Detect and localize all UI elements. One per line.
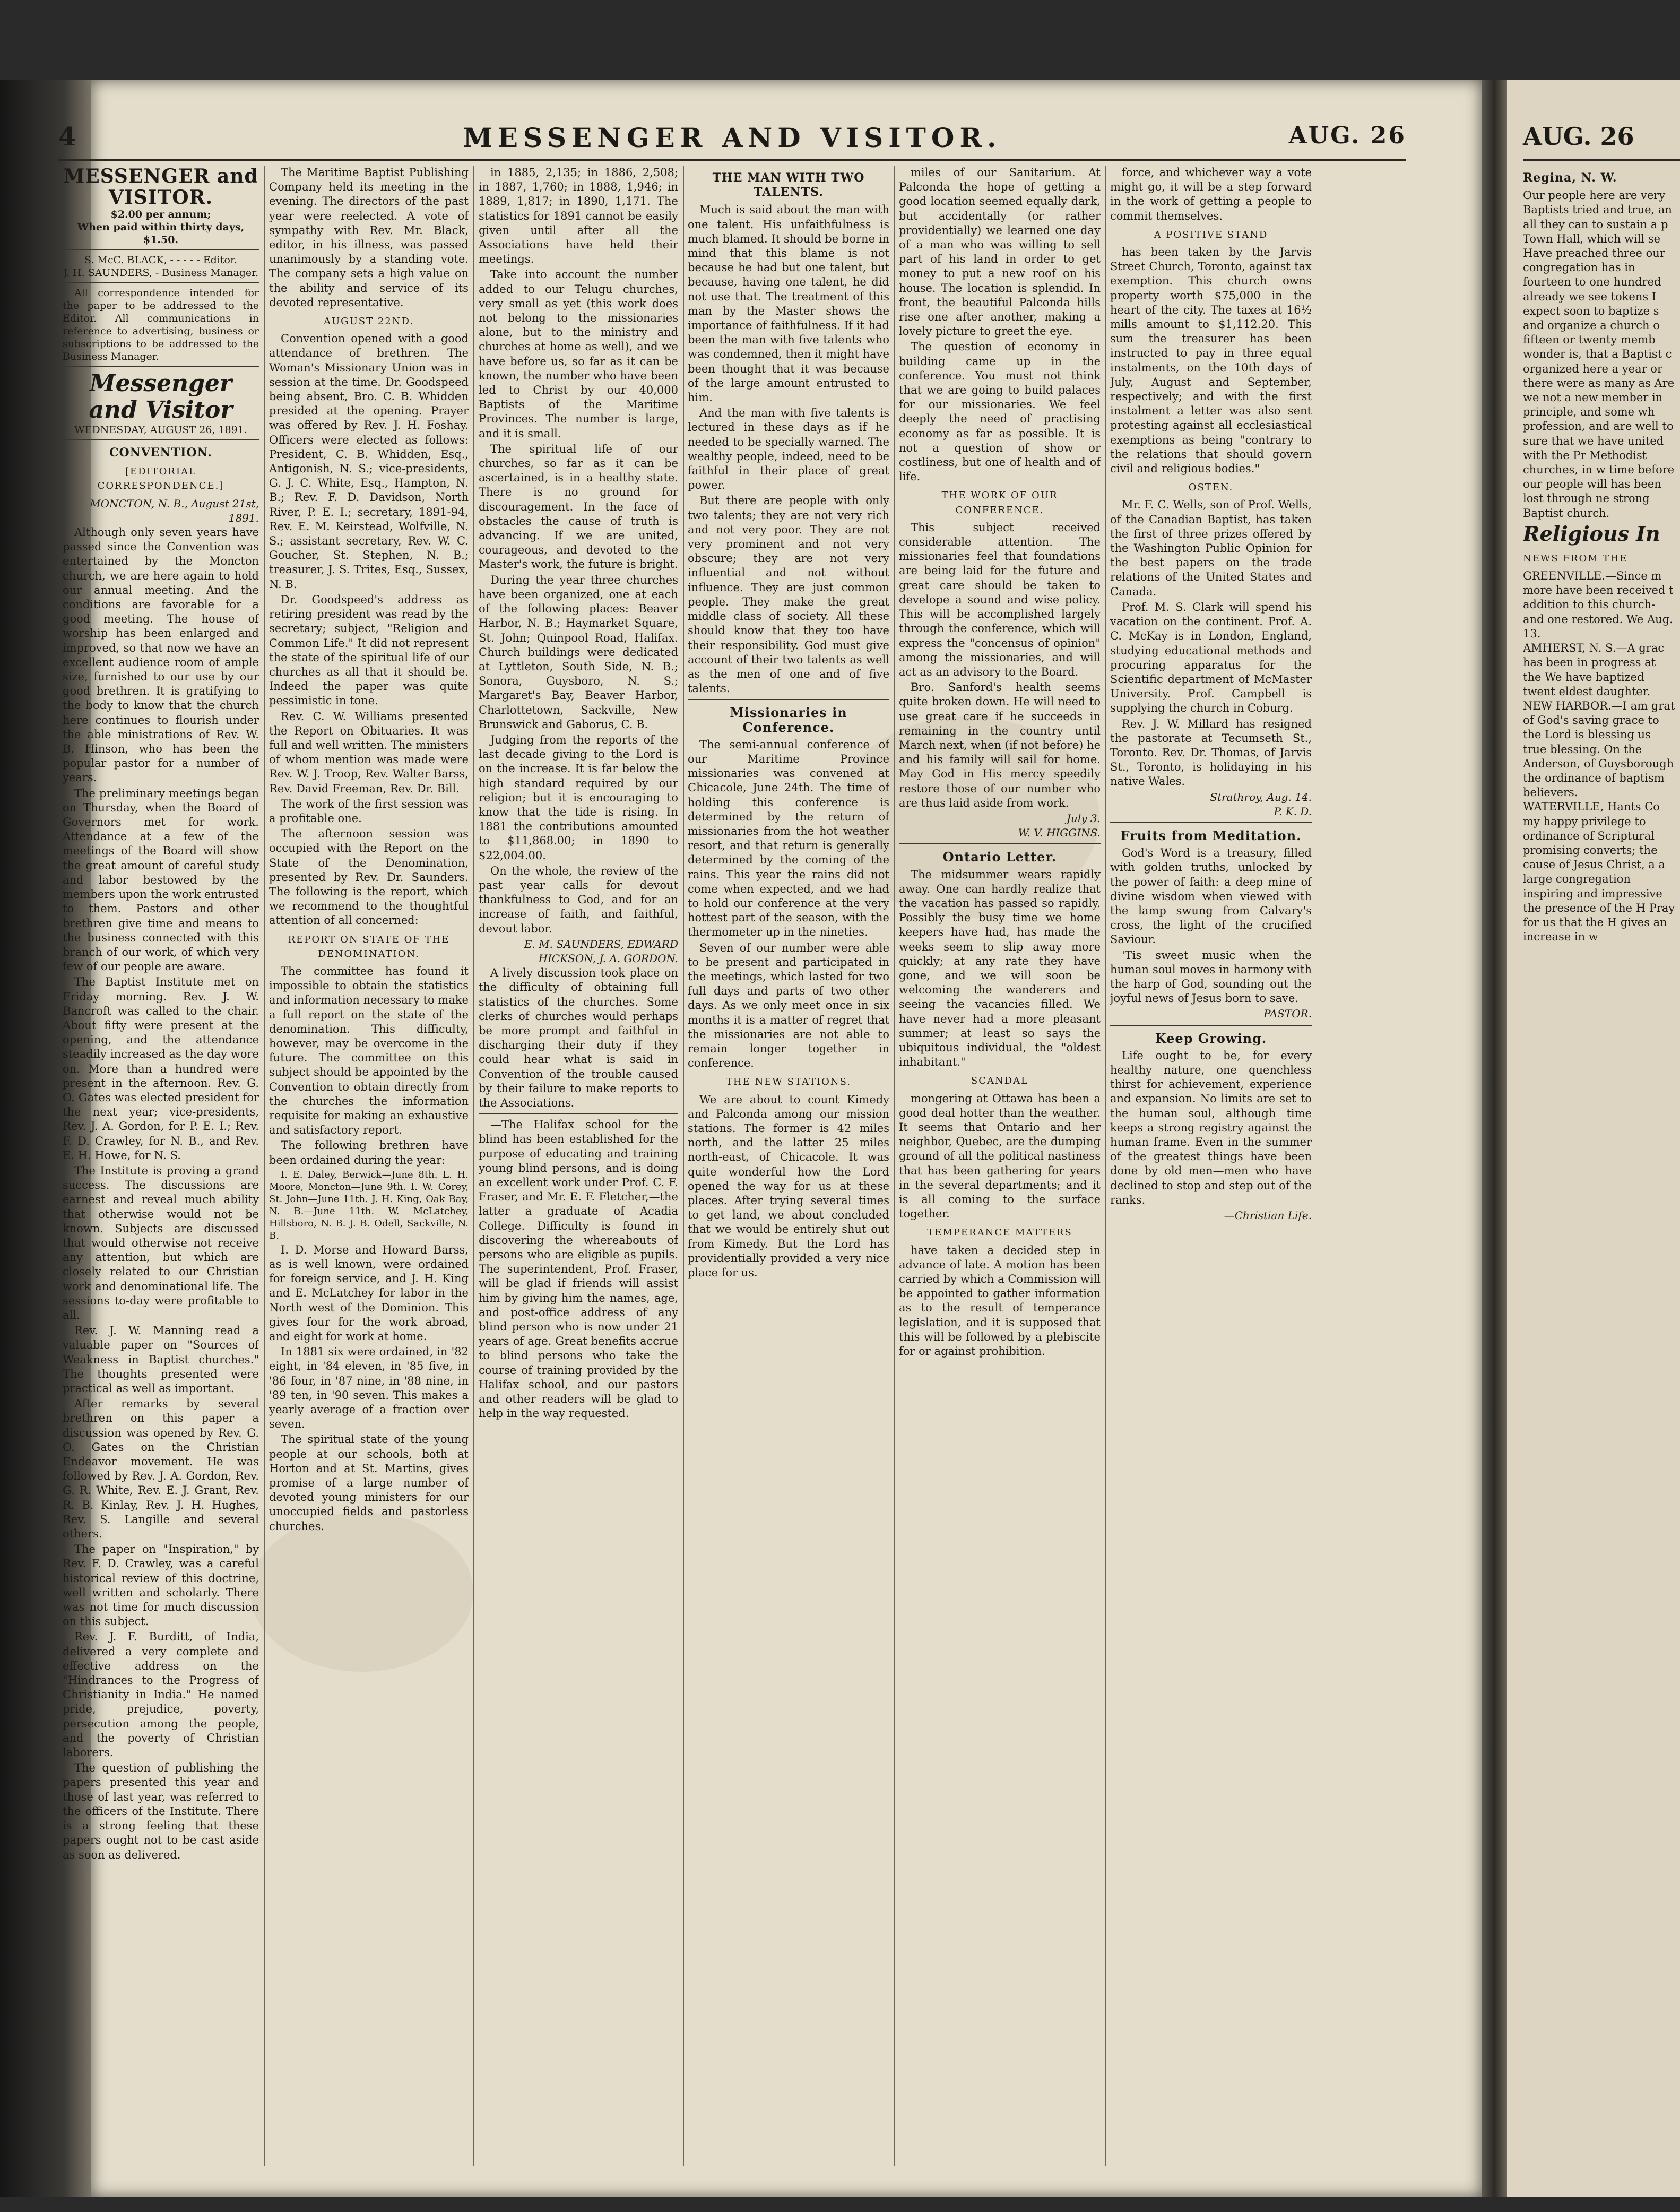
paragraph: Seven of our number were able to be present and participated in the meetings, which lasted for two full days and parts of two other days. As we only meet once in six months it is a matter of regret that the missionaries are not able to remain longer together in conference. xyxy=(688,941,889,1070)
section-subheading: THE WORK OF OUR CONFERENCE. xyxy=(941,490,1058,516)
letter-date: Strathroy, Aug. 14. xyxy=(1210,790,1312,803)
divider xyxy=(479,1113,678,1114)
paragraph: The semi-annual conference of our Maritime Province missionaries was convened at Chicacole, June 24th. The time of holding this conference is determined by the return of missionaries from the hot weather resort, and that return is generally determined by the coming of the rains. This year the rains did not come when expected, and we had to hold our conference at the very hottest part of the season, with the thermometer up in the nineties. xyxy=(688,738,889,939)
divider xyxy=(63,439,259,440)
paragraph: The paper on "Inspiration," by Rev. F. D. Crawley, was a careful historical review of this doctrine, well written and scholarly. There was not time for much discussion on this subject. xyxy=(63,1543,259,1628)
paragraph: Rev. J. W. Millard has resigned the pastorate at Tecumseth St., Toronto. Rev. Dr. Thomas, of Jarvis St., Toronto, is holidaying in his native Wales. xyxy=(1110,717,1312,788)
divider xyxy=(63,249,259,250)
paragraph: Rev. J. F. Burditt, of India, delivered a very complete and effective address on the "Hindrances to the Progress of Christianity in India." He named pride, prejudice, poverty, persecution among the people, and the poverty of Christian laborers. xyxy=(63,1630,259,1759)
section-subheading: THE NEW STATIONS. xyxy=(725,1076,852,1088)
divider xyxy=(1110,1025,1312,1026)
paragraph: The Institute is proving a grand success. The discussions are earnest and reveal much ability that otherwise would not be known. Subjects are discussed that would otherwise not receive any attention, but which are closely related to our Christian work and denominational life. The sessions to-day were profitable to all. xyxy=(63,1164,259,1321)
column-5 xyxy=(899,166,1101,2172)
page-number: 4 xyxy=(58,122,76,152)
paragraph: has been taken by the Jarvis Street Church, Toronto, against tax exemption. This church owns property worth $75,000 in the heart of the city. The taxes at 16½ mills amount to $1,112.20. This sum the treasurer has been instructed to pay in three equal instalments, on the 10th days of July, August and September, respectively; and with the first instalment a letter was also sent protesting against all ecclesiastical exemptions as being "contrary to the relations that should govern civil and religious bodies." xyxy=(1110,246,1312,476)
paragraph: Rev. J. W. Manning read a valuable paper on "Sources of Weakness in Baptist churches." The thoughts presented were practical as well as important. xyxy=(63,1324,259,1395)
ordination-list: I. E. Daley, Berwick—June 8th. L. H. Moore, Moncton—June 9th. I. W. Corey, St. John—June 11th. J. H. King, Oak Bay, N. B.—June 11th. W. McLatchey, Hillsboro, N. B. J. B. Odell, Sackville, N. B. xyxy=(269,1169,469,1241)
paragraph: WATERVILLE, Hants Co my happy privilege to ordinance of Scriptural promising converts; the cause of Jesus Christ, a a large congregation inspiring and impressive the presence of the H Pray for us that the H gives an increase in w xyxy=(1523,800,1675,944)
paragraph: But there are people with only two talents; they are not very rich and not very poor. They are not very prominent and not very obscure; they are not very influential and not without influence. They are just common people. They make the great middle class of society. All these should know that they too have their responsibility. God must give account of their two talents as well as the men of one and of five talents. xyxy=(688,494,889,695)
paragraph: During the year three churches have been organized, one at each of the following places: Beaver Harbor, N. B.; Haymarket Square, St. John; Quinpool Road, Halifax. Church buildings were dedicated at Lyttleton, South Side, N. B.; Sonora, Guysboro, N. S.; Margaret's Bay, Beaver Harbor, Charlottetown, Sackville, New Brunswick and Gaborus, C. B. xyxy=(479,573,678,731)
section-subheading: TEMPERANCE MATTERS xyxy=(927,1227,1072,1239)
column-2 xyxy=(269,166,469,2172)
column-4 xyxy=(688,166,889,2172)
article-heading: Regina, N. W. xyxy=(1523,171,1617,185)
paragraph: in 1885, 2,135; in 1886, 2,508; in 1887, 1,760; in 1888, 1,946; in 1889, 1,817; in 1890, 1,171. The statistics for 1891 cannot be easily given until after all the Associations have held their meetings. xyxy=(479,166,678,266)
paragraph: —The Halifax school for the blind has been established for the purpose of educating and training young blind persons, and is doing an excellent work under Prof. C. F. Fraser, and Mr. E. F. Fletcher,—the latter a graduate of Acadia College. Difficulty is found in discovering the whereabouts of persons who are eligible as pupils. The superintendent, Prof. Fraser, will be glad if friends will assist him by giving him the names, age, and post-office address of any blind person who is now under 21 years of age. Great benefits accrue to blind persons who take the course of training provided by the Halifax school, and our pastors and other readers will be glad to help in the way requested. xyxy=(479,1118,678,1420)
article-heading: Missionaries in Conference. xyxy=(730,705,847,735)
section-subheading: OSTEN. xyxy=(1188,482,1234,494)
divider xyxy=(899,843,1101,844)
dateline: WEDNESDAY, AUGUST 26, 1891. xyxy=(74,424,247,436)
article-heading: Ontario Letter. xyxy=(942,849,1057,865)
paragraph: Bro. Sanford's health seems quite broken down. He will need to use great care if he succeeds in remaining in the country until March next, when (if not before) he and his family will sail for home. May God in His mercy speedily restore those of our number who are thus laid aside from work. xyxy=(899,681,1101,809)
section-subheading: SCANDAL xyxy=(971,1075,1029,1087)
masthead xyxy=(58,122,1406,154)
column-rule xyxy=(473,166,474,2166)
paragraph: We are about to count Kimedy and Palconda among our mission stations. The former is 42 miles north, and the latter 25 miles north-east, of Chicacole. It was quite wonderful how the Lord opened the way for us at these places. After trying several times to get land, we about concluded that we would be entirely shut out from Kimedy. But the Lord has providentially provided a very nice place for us. xyxy=(688,1093,889,1280)
masthead-date: AUG. 26 xyxy=(1288,122,1406,149)
masthead-title: MESSENGER AND VISITOR. xyxy=(463,122,1002,153)
price-note: When paid within thirty days, $1.50. xyxy=(77,221,245,246)
paragraph: mongering at Ottawa has been a good deal hotter than the weather. It seems that Ontario and her neighbor, Quebec, are the dumping ground of all the political nastiness that has been gathering for years in the several departments; and it is all coming to the surface together. xyxy=(899,1092,1101,1221)
adjacent-page-column xyxy=(1523,166,1677,2172)
paper-name: MESSENGER and VISITOR. xyxy=(63,166,258,209)
paragraph: I. D. Morse and Howard Barss, as is well known, were ordained for foreign service, and J. H. King and E. McLatchey for labor in the North west of the Dominion. This gives four for the work abroad, and eight for work at home. xyxy=(269,1243,469,1343)
paragraph: Take into account the number added to our Telugu churches, very small as yet (this work does not belong to the missionaries alone, but to the ministry and churches at home as well), and we have before us, so far as it can be known, the number who have been led to Christ by our 40,000 Baptists of the Maritime Provinces. The number is large, and it is small. xyxy=(479,268,678,440)
page-gutter xyxy=(1482,80,1507,2197)
paragraph: The afternoon session was occupied with the Report on the State of the Denomination, presented by Rev. Dr. Saunders. The following is the report, which we recommend to the thoughtful attention of all concerned: xyxy=(269,827,469,927)
paragraph: After remarks by several brethren on this paper a discussion was opened by Rev. G. O. Gates on the Christian Endeavor movement. He was followed by Rev. J. A. Gordon, Rev. G. R. White, Rev. E. J. Grant, Rev. R. B. Kinlay, Rev. J. H. Hughes, Rev. S. Langille and several others. xyxy=(63,1397,259,1541)
manager-line: J. H. SAUNDERS, - Business Manager. xyxy=(63,267,259,279)
paragraph: The work of the first session was a profitable one. xyxy=(269,797,469,825)
article-heading: Fruits from Meditation. xyxy=(1120,827,1302,843)
paragraph: A lively discussion took place on the difficulty of obtaining full statistics of the churches. Some clerks of churches would perhaps be more prompt and faithful in discharging their duty if they could hear what is said in Convention of the trouble caused by their failure to make reports to the Associations. xyxy=(479,966,678,1109)
editor-line: S. McC. BLACK, - - - - - Editor. xyxy=(84,254,238,266)
paragraph: In 1881 six were ordained, in '82 eight, in '84 eleven, in '85 five, in '86 four, in '87 nine, in '88 nine, in '89 ten, in '90 seven. This makes a yearly average of a fraction over seven. xyxy=(269,1345,469,1431)
adjacent-page-date: AUG. 26 xyxy=(1523,122,1634,151)
column-rule xyxy=(894,166,895,2166)
paragraph: The committee has found it impossible to obtain the statistics and information necessary to make a full report on the state of the denomination. This difficulty, however, may be overcome in the future. The committee on this subject should be appointed by the Convention to obtain directly from the churches the information requisite for making an exhaustive and satisfactory report. xyxy=(269,964,469,1137)
paragraph: have taken a decided step in advance of late. A motion has been carried by which a Commission will be appointed to gather information as to the result of temperance legislation, and it is supposed that this will be followed by a plebiscite for or against prohibition. xyxy=(899,1243,1101,1358)
paragraph: GREENVILLE.—Since m more have been received t addition to this church- and one restored. We Aug. 13. xyxy=(1523,569,1674,640)
report-heading: REPORT ON STATE OF THE DENOMINATION. xyxy=(288,934,450,960)
report-signatures: E. M. SAUNDERS, EDWARD HICKSON, J. A. GORDON. xyxy=(524,937,678,965)
paragraph: The midsummer wears rapidly away. One can hardly realize that the vacation has passed so rapidly. Possibly the busy time we home keepers have had, has made the weeks seem to slip away more quickly; at any rate they have gone, and we will soon be welcoming the wanderers and seeing the vacancies filled. We have never had a more pleasant summer; at least so says the ubiquitous individual, the "oldest inhabitant." xyxy=(899,868,1101,1069)
paragraph: Our people here are very Baptists tried and true, an all they can to sustain a p Town Hall, which will se xyxy=(1523,189,1672,245)
paragraph: Dr. Goodspeed's address as retiring president was read by the secretary; subject, "Religion and Common Life." It did not represent the state of the spiritual life of our churches as all that it should be. Indeed the paper was quite pessimistic in tone. xyxy=(269,593,469,707)
article-credit: —Christian Life. xyxy=(1224,1209,1312,1222)
column-1 xyxy=(63,166,259,2172)
paragraph: Life ought to be, for every healthy nature, one quenchless thirst for achievement, experience and expansion. No limits are set to the human soul, although time keeps a strong registry against the human frame. Even in the summer of the greatest things have been done by old men—men who have declined to stop and step out of the ranks. xyxy=(1110,1049,1312,1206)
divider xyxy=(688,699,889,700)
paper-logo: Messenger and Visitor xyxy=(89,370,233,424)
column-3 xyxy=(479,166,678,2172)
paragraph: The Baptist Institute met on Friday morning. Rev. J. W. Bancroft was called to the chair. About fifty were present at the opening, and the attendance steadily increased as the day wore on. More than a hundred were present in the afternoon. Rev. G. O. Gates was elected president for the next year; vice-presidents, Rev. J. A. Gordon, for P. E. I.; Rev. F. D. Crawley, for N. B., and Rev. E. H. Howe, for N. S. xyxy=(63,975,259,1162)
article-place: MONCTON, N. B., August 21st, 1891. xyxy=(90,497,259,524)
section-logo: Religious In xyxy=(1523,521,1660,546)
divider xyxy=(63,366,259,367)
column-6 xyxy=(1110,166,1312,2172)
divider xyxy=(1110,822,1312,823)
price: $2.00 per annum; xyxy=(110,209,211,220)
paragraph: The following brethren have been ordained during the year: xyxy=(269,1139,469,1167)
paragraph: force, and whichever way a vote might go, it will be a step forward in the work of getting a people to commit themselves. xyxy=(1110,166,1312,222)
paragraph: The preliminary meetings began on Thursday, when the Board of Governors met for work. Attendance at a few of the meetings of the Board will show the great amount of careful study and labor bestowed by the members upon the work entrusted to them. Pastors and other brethren give time and means to the business connected with this branch of our work, of which very few of our people are aware. xyxy=(63,787,259,973)
article-heading: Keep Growing. xyxy=(1155,1030,1267,1046)
section-subheading: NEWS FROM THE xyxy=(1523,552,1628,564)
column-rule xyxy=(264,166,265,2166)
divider xyxy=(63,282,259,283)
article-heading: CONVENTION. xyxy=(109,446,212,460)
correspondence-note: All correspondence intended for the paper to be addressed to the Editor. All communications in reference to advertising, business or subscriptions to be addressed to the Business Manager. xyxy=(63,287,259,362)
section-subheading: A POSITIVE STAND xyxy=(1154,229,1268,240)
letter-signature: P. K. D. xyxy=(1274,805,1312,818)
paragraph: AMHERST, N. S.—A grac has been in progress at the We have baptized twent eldest daughter. xyxy=(1523,642,1665,698)
paragraph: 'Tis sweet music when the human soul moves in harmony with the harp of God, sounding out the joyful news of Jesus born to save. xyxy=(1110,948,1312,1005)
paragraph: Although only seven years have passed since the Convention was entertained by the Moncton church, we are here again to hold our annual meeting. And the conditions are favorable for a good meeting. The house of worship has been enlarged and improved, so that now we have an excellent audience room of ample size, furnished to our use by our good brethren. It is gratifying to the body to know that the church here continues to flourish under the able ministrations of Rev. W. B. Hinson, who has been the popular pastor for a number of years. xyxy=(63,526,259,784)
paragraph: Mr. F. C. Wells, son of Prof. Wells, of the Canadian Baptist, has taken the first of three prizes offered by the Washington Public Opinion for the best papers on the trade relations of the United States and Canada. xyxy=(1110,498,1312,598)
paragraph: God's Word is a treasury, filled with golden truths, unlocked by the power of faith: a deep mine of divine wisdom when viewed with the lamp swung from Calvary's cross, the light of the crucified Saviour. xyxy=(1110,846,1312,946)
adjacent-page-rule xyxy=(1523,159,1680,161)
paragraph: miles of our Sanitarium. At Palconda the hope of getting a good location seemed equally dark, but accidentally (or rather providentially) we learned one day of a man who was willing to sell part of his land in order to get money to put a new roof on his house. The location is splendid. In front, the beautiful Palconda hills rise one after another, making a lovely picture to greet the eye. xyxy=(899,166,1101,338)
column-rule xyxy=(683,166,684,2166)
masthead-rule xyxy=(58,159,1406,161)
paragraph: Have preached three our congregation has in fourteen to one hundred already we see tokens I expect soon to baptize s and organize a church o fifteen or twenty memb wonder is, that a Baptist c organized here a year or there were as many as Are we not a new member in principle, and some wh profession, and are well to sure that we have united with the Pr Methodist churches, in w time before our people will has been lost through ne strong Baptist church. xyxy=(1523,247,1675,520)
paragraph: On the whole, the review of the past year calls for devout thankfulness to God, and for an increase of faith, and faithful, devout labor. xyxy=(479,864,678,935)
paragraph: Prof. M. S. Clark will spend his vacation on the continent. Prof. A. C. McKay is in London, England, studying educational methods and procuring apparatus for the Scientific department of McMaster University. Prof. Campbell is supplying the church in Coburg. xyxy=(1110,600,1312,715)
paragraph: Much is said about the man with one talent. His unfaithfulness is much blamed. It should be borne in mind that this blame is not because he had but one talent, but because, having one talent, he did not use that. The treatment of this man by the Master shows the importance of faithfulness. If it had been the man with five talents who was condemned, then it might have been thought that it was because of the large amount entrusted to him. xyxy=(688,203,889,404)
paragraph: The spiritual state of the young people at our schools, both at Horton and at St. Martins, gives promise of a large number of devoted young ministers for our unoccupied fields and pastorless churches. xyxy=(269,1433,469,1533)
paragraph: This subject received considerable attention. The missionaries feel that foundations are being laid for the future and great care should be taken to develope a sound and wise policy. This will be accomplished largely through the conference, which will express the "concensus of opinion" among the missionaries, and will act as an advisory to the Board. xyxy=(899,521,1101,678)
article-heading: THE MAN WITH TWO TALENTS. xyxy=(712,171,865,200)
paragraph: Judging from the reports of the last decade giving to the Lord is on the increase. It is far below the high standard required by our religion; but it is encouraging to know that the tide is rising. In 1881 the contributions amounted to $11,868.00; in 1890 to $22,004.00. xyxy=(479,733,678,862)
column-rule xyxy=(1105,166,1106,2166)
letter-date: July 3. xyxy=(1066,811,1101,825)
letter-signature: W. V. HIGGINS. xyxy=(1018,826,1101,840)
paragraph: The Maritime Baptist Publishing Company held its meeting in the evening. The directors of the past year were reelected. A vote of sympathy with Rev. Mr. Black, editor, in his illness, was passed unanimously by a standing vote. The company sets a high value on the ability and service of its devoted representative. xyxy=(269,166,469,309)
article-signature: PASTOR. xyxy=(1263,1007,1312,1021)
paragraph: And the man with five talents is lectured in these days as if he needed to be specially warned. The wealthy people, indeed, need to be faithful in their place of great power. xyxy=(688,407,889,492)
article-subheading: [EDITORIAL CORRESPONDENCE.] xyxy=(97,466,224,492)
paragraph: The question of publishing the papers presented this year and those of last year, was referred to the officers of the Institute. There is a strong feeling that these papers ought not to be cast aside as soon as delivered. xyxy=(63,1761,259,1861)
date-heading: AUGUST 22ND. xyxy=(324,316,414,327)
paragraph: The question of economy in building came up in the conference. You must not think that we are going to build palaces for our missionaries. We feel deeply the need of practising economy as far as possible. It is not a question of show or costliness, but one of health and of life. xyxy=(899,340,1101,483)
paragraph: NEW HARBOR.—I am grat of God's saving grace to the Lord is blessing us true blessing. On the Anderson, of Guysborough the ordinance of baptism believers. xyxy=(1523,699,1675,799)
paragraph: Rev. C. W. Williams presented the Report on Obituaries. It was full and well written. The ministers of whom mention was made were Rev. W. J. Troop, Rev. Walter Barss, Rev. David Freeman, Rev. Dr. Bill. xyxy=(269,710,469,795)
paragraph: The spiritual life of our churches, so far as it can be ascertained, is in a healthy state. There is no ground for discouragement. In the face of obstacles the cause of truth is advancing. If we are united, courageous, and devoted to the Master's work, the future is bright. xyxy=(479,442,678,571)
paragraph: Convention opened with a good attendance of brethren. The Woman's Missionary Union was in session at the time. Dr. Goodspeed being absent, Bro. C. B. Whidden presided at the opening. Prayer was offered by Rev. J. H. Foshay. Officers were elected as follows: President, C. B. Whidden, Esq., Antigonish, N. S.; vice-presidents, G. J. C. White, Esq., Hampton, N. B.; Rev. F. D. Davidson, North River, P. E. I.; secretary, 1891-94, Rev. E. M. Keirstead, Wolfville, N. S.; assistant secretary, Rev. W. C. Goucher, St. Stephen, N. B.; treasurer, J. S. Trites, Esq., Sussex, N. B. xyxy=(269,332,469,591)
